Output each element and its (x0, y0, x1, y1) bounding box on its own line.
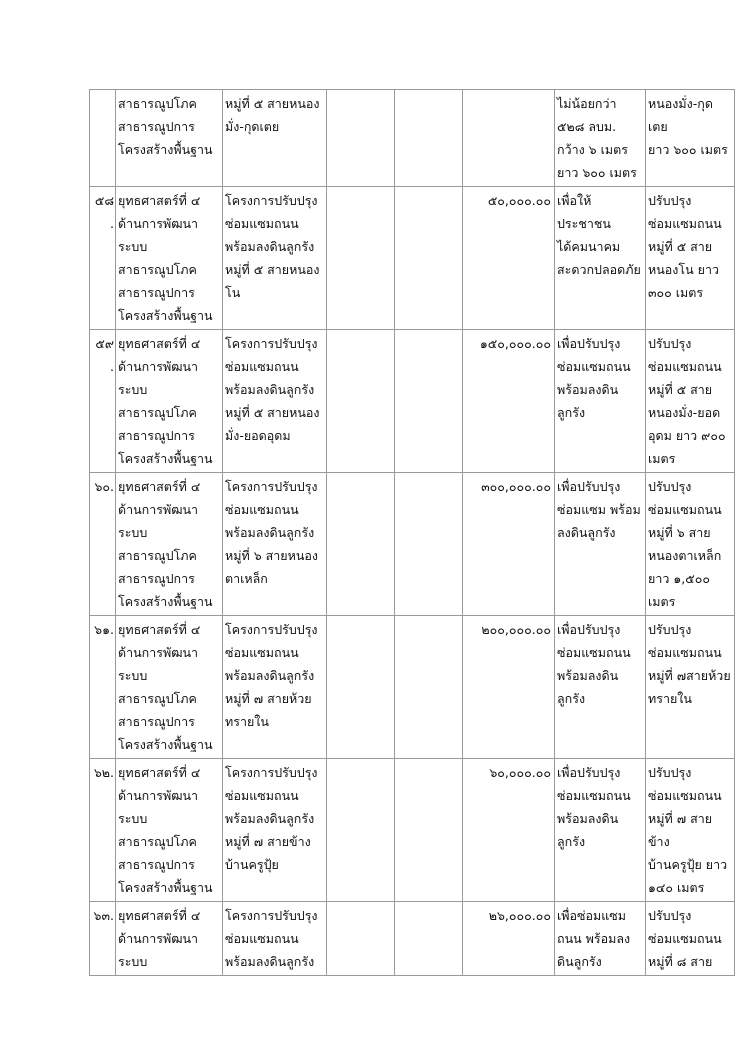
empty-cell (327, 90, 395, 187)
empty-cell (327, 616, 395, 759)
strategy-cell-line: สาธารณูปโภค (118, 405, 197, 420)
row-number: ๕๙. (90, 330, 116, 473)
objective-cell-line: ซ่อมแซม พร้อม (557, 502, 641, 517)
target-cell-line: ซ่อมแซมถนน (648, 645, 722, 660)
objective-cell (555, 90, 646, 187)
target-cell-line: หนองตาเหล็ก (648, 548, 722, 563)
target-cell (646, 187, 735, 330)
strategy-cell-line: ด้านการพัฒนา (118, 359, 199, 374)
objective-cell-line: พร้อมลงดิน (557, 668, 619, 683)
project-cell-line: หมู่ที่ ๕ สายหนอง (225, 96, 320, 111)
empty-cell (395, 330, 463, 473)
target-cell (646, 473, 735, 616)
target-cell (646, 90, 735, 187)
strategy-cell-line: ด้านการพัฒนา (118, 645, 199, 660)
empty-cell (395, 187, 463, 330)
empty-cell (395, 90, 463, 187)
project-cell-line: ซ่อมแซมถนน (225, 216, 299, 231)
project-cell-line: หมู่ที่ ๕ สายหนอง (225, 262, 320, 277)
empty-cell (395, 902, 463, 976)
strategy-cell-line: ยุทธศาสตร์ที่ ๔ (118, 765, 201, 780)
strategy-cell (116, 90, 223, 187)
target-cell (646, 616, 735, 759)
strategy-cell-line: ระบบ (118, 668, 148, 683)
project-cell (223, 187, 327, 330)
project-cell (223, 616, 327, 759)
target-cell-line: ซ่อมแซมถนน (648, 502, 722, 517)
table-body (90, 90, 735, 976)
strategy-cell-line: ระบบ (118, 954, 148, 969)
target-cell-line: หนองมั่ง-ยอด (648, 405, 721, 420)
target-cell-line: ปรับปรุง (648, 193, 692, 208)
target-cell-line: อุดม ยาว ๙๐๐ (648, 428, 726, 443)
objective-cell-line: เพื่อซ่อมแซม (557, 908, 627, 923)
strategy-cell (116, 902, 223, 976)
project-cell-line: หมู่ที่ ๕ สายหนอง (225, 405, 320, 420)
target-cell-line: ซ่อมแซมถนน (648, 931, 722, 946)
empty-cell (327, 902, 395, 976)
project-cell-line: ซ่อมแซมถนน (225, 645, 299, 660)
project-cell-line: โครงการปรับปรุง (225, 908, 318, 923)
strategy-cell-line: ระบบ (118, 525, 148, 540)
project-cell-line: โครงการปรับปรุง (225, 336, 318, 351)
project-cell-line: พร้อมลงดินลูกรัง (225, 382, 315, 397)
project-cell (223, 759, 327, 902)
target-cell-line: ซ่อมแซมถนน (648, 788, 722, 803)
objective-cell (555, 187, 646, 330)
project-cell-line: ซ่อมแซมถนน (225, 359, 299, 374)
objective-cell-line: ซ่อมแซมถนน (557, 645, 631, 660)
strategy-cell-line: ด้านการพัฒนา (118, 502, 199, 517)
budget-cell (463, 90, 555, 187)
strategy-cell-line: ยุทธศาสตร์ที่ ๔ (118, 479, 201, 494)
table-row (90, 330, 735, 473)
objective-cell-line: ลูกรัง (557, 405, 586, 420)
target-cell-line: หนองมั่ง-กุดเตย (648, 96, 713, 134)
objective-cell-line: ลูกรัง (557, 691, 586, 706)
strategy-cell-line: สาธารณูปโภค (118, 834, 197, 849)
target-cell-line: ยาว ๑,๕๐๐ (648, 571, 710, 586)
target-cell (646, 759, 735, 902)
budget-cell: ๕๐,๐๐๐.๐๐ (463, 187, 555, 330)
project-cell-line: โครงการปรับปรุง (225, 193, 318, 208)
target-cell-line: หมู่ที่ ๕ สาย (648, 382, 713, 397)
empty-cell (395, 759, 463, 902)
strategy-cell-line: สาธารณูปการ (118, 119, 195, 134)
row-number: ๖๓. (90, 902, 116, 976)
target-cell-line: หนองโน ยาว (648, 262, 719, 277)
project-cell-line: พร้อมลงดินลูกรัง (225, 668, 315, 683)
budget-cell: ๑๕๐,๐๐๐.๐๐ (463, 330, 555, 473)
objective-cell-line: ดินลูกรัง (557, 954, 602, 969)
target-cell-line: ปรับปรุง (648, 336, 692, 351)
strategy-cell-line: ยุทธศาสตร์ที่ ๔ (118, 908, 201, 923)
row-number: ๖๒. (90, 759, 116, 902)
empty-cell (395, 473, 463, 616)
target-cell-line: ซ่อมแซมถนน (648, 359, 722, 374)
row-number: ๕๘. (90, 187, 116, 330)
strategy-cell-line: ด้านการพัฒนา (118, 931, 199, 946)
objective-cell-line: ซ่อมแซมถนน (557, 788, 631, 803)
objective-cell-line: ลูกรัง (557, 834, 586, 849)
project-cell-line: ซ่อมแซมถนน (225, 931, 299, 946)
objective-cell (555, 330, 646, 473)
project-cell-line: โครงการปรับปรุง (225, 479, 318, 494)
strategy-cell-line: สาธารณูปโภค (118, 96, 197, 111)
objective-cell-line: กว้าง ๖ เมตร (557, 142, 628, 157)
target-cell-line: เมตร (648, 451, 676, 466)
objective-cell-line: ได้คมนาคม (557, 239, 621, 254)
strategy-cell-line: โครงสร้างพื้นฐาน (118, 451, 213, 466)
empty-cell (327, 330, 395, 473)
project-cell-line: ทรายใน (225, 714, 269, 729)
strategy-cell-line: สาธารณูปการ (118, 285, 195, 300)
objective-cell-line: เพื่อปรับปรุง (557, 765, 621, 780)
strategy-cell-line: สาธารณูปโภค (118, 548, 197, 563)
objective-cell-line: ๕๒๘ ลบม. (557, 119, 617, 134)
budget-cell: ๓๐๐,๐๐๐.๐๐ (463, 473, 555, 616)
strategy-cell-line: สาธารณูปการ (118, 714, 195, 729)
project-cell-line: หมู่ที่ ๗ สายห้วย (225, 691, 312, 706)
strategy-cell-line: ด้านการพัฒนา (118, 788, 199, 803)
target-cell-line: ซ่อมแซมถนน (648, 216, 722, 231)
row-number: ๖๐. (90, 473, 116, 616)
strategy-cell-line: โครงสร้างพื้นฐาน (118, 737, 213, 752)
strategy-cell-line: โครงสร้างพื้นฐาน (118, 880, 213, 895)
objective-cell (555, 759, 646, 902)
project-cell (223, 330, 327, 473)
budget-cell: ๒๐๐,๐๐๐.๐๐ (463, 616, 555, 759)
target-cell-line: หมู่ที่ ๖ สาย (648, 525, 711, 540)
budget-table (89, 89, 735, 976)
strategy-cell-line: โครงสร้างพื้นฐาน (118, 594, 213, 609)
project-cell-line: พร้อมลงดินลูกรัง (225, 811, 315, 826)
table-row (90, 759, 735, 902)
target-cell-line: เมตร (648, 594, 676, 609)
strategy-cell-line: โครงสร้างพื้นฐาน (118, 142, 213, 157)
strategy-cell (116, 330, 223, 473)
objective-cell-line: เพื่อปรับปรุง (557, 479, 621, 494)
project-cell-line: พร้อมลงดินลูกรัง (225, 239, 315, 254)
objective-cell (555, 902, 646, 976)
strategy-cell (116, 616, 223, 759)
row-number (90, 90, 116, 187)
strategy-cell (116, 759, 223, 902)
project-cell (223, 902, 327, 976)
target-cell-line: ปรับปรุง (648, 622, 692, 637)
strategy-cell-line: ด้านการพัฒนา (118, 216, 199, 231)
target-cell-line: หมู่ที่ ๕ สาย (648, 239, 713, 254)
project-cell (223, 473, 327, 616)
objective-cell-line: เพื่อปรับปรุง (557, 336, 621, 351)
target-cell-line: หมู่ที่ ๗ สายข้าง (648, 811, 713, 849)
strategy-cell-line: ระบบ (118, 382, 148, 397)
table-row (90, 902, 735, 976)
target-cell-line: ปรับปรุง (648, 479, 692, 494)
table-row (90, 187, 735, 330)
strategy-cell-line: ยุทธศาสตร์ที่ ๔ (118, 622, 201, 637)
target-cell (646, 330, 735, 473)
objective-cell-line: พร้อมลงดิน (557, 382, 619, 397)
strategy-cell-line: สาธารณูปการ (118, 857, 195, 872)
strategy-cell-line: สาธารณูปการ (118, 571, 195, 586)
project-cell-line: พร้อมลงดินลูกรัง (225, 954, 315, 969)
strategy-cell (116, 187, 223, 330)
strategy-cell-line: ยุทธศาสตร์ที่ ๔ (118, 336, 201, 351)
project-cell-line: โครงการปรับปรุง (225, 765, 318, 780)
target-cell (646, 902, 735, 976)
project-cell-line: บ้านครูปุ้ย (225, 857, 279, 872)
empty-cell (327, 473, 395, 616)
target-cell-line: ยาว ๖๐๐ เมตร (648, 142, 728, 157)
target-cell-line: หมู่ที่ ๗สายห้วย (648, 668, 731, 683)
objective-cell-line: ถนน พร้อมลง (557, 931, 631, 946)
project-cell-line: ซ่อมแซมถนน (225, 788, 299, 803)
project-cell (223, 90, 327, 187)
budget-cell: ๒๖,๐๐๐.๐๐ (463, 902, 555, 976)
target-cell-line: บ้านครูปุ้ย ยาว (648, 857, 728, 872)
objective-cell-line: ซ่อมแซมถนน (557, 359, 631, 374)
target-cell-line: ปรับปรุง (648, 908, 692, 923)
row-number: ๖๑. (90, 616, 116, 759)
project-cell-line: หมู่ที่ ๖ สายหนอง (225, 548, 318, 563)
objective-cell (555, 473, 646, 616)
strategy-cell-line: สาธารณูปโภค (118, 262, 197, 277)
strategy-cell-line: ยุทธศาสตร์ที่ ๔ (118, 193, 201, 208)
objective-cell-line: เพื่อปรับปรุง (557, 622, 621, 637)
objective-cell (555, 616, 646, 759)
strategy-cell-line: โครงสร้างพื้นฐาน (118, 308, 213, 323)
target-cell-line: หมู่ที่ ๘ สาย (648, 954, 713, 969)
target-cell-line: ๓๐๐ เมตร (648, 285, 704, 300)
project-cell-line: หมู่ที่ ๗ สายข้าง (225, 834, 311, 849)
empty-cell (395, 616, 463, 759)
objective-cell-line: สะดวกปลอดภัย (557, 262, 641, 277)
objective-cell-line: ลงดินลูกรัง (557, 525, 616, 540)
project-cell-line: มั่ง-กุดเตย (225, 119, 280, 134)
project-cell-line: โน (225, 285, 241, 300)
project-cell-line: ตาเหล็ก (225, 571, 268, 586)
target-cell-line: ๑๔๐ เมตร (648, 880, 705, 895)
table-row (90, 473, 735, 616)
strategy-cell (116, 473, 223, 616)
strategy-cell-line: ระบบ (118, 811, 148, 826)
project-cell-line: โครงการปรับปรุง (225, 622, 318, 637)
project-cell-line: ซ่อมแซมถนน (225, 502, 299, 517)
project-cell-line: มั่ง-ยอดอุดม (225, 428, 291, 443)
table-row (90, 616, 735, 759)
table-row (90, 90, 735, 187)
objective-cell-line: เพื่อให้ประชาชน (557, 193, 611, 231)
target-cell-line: ทรายใน (648, 691, 692, 706)
empty-cell (327, 759, 395, 902)
strategy-cell-line: ระบบ (118, 239, 148, 254)
strategy-cell-line: สาธารณูปโภค (118, 691, 197, 706)
project-cell-line: พร้อมลงดินลูกรัง (225, 525, 315, 540)
objective-cell-line: ยาว ๖๐๐ เมตร (557, 165, 637, 180)
objective-cell-line: ไม่น้อยกว่า (557, 96, 617, 111)
target-cell-line: ปรับปรุง (648, 765, 692, 780)
objective-cell-line: พร้อมลงดิน (557, 811, 619, 826)
empty-cell (327, 187, 395, 330)
strategy-cell-line: สาธารณูปการ (118, 428, 195, 443)
budget-cell: ๖๐,๐๐๐.๐๐ (463, 759, 555, 902)
